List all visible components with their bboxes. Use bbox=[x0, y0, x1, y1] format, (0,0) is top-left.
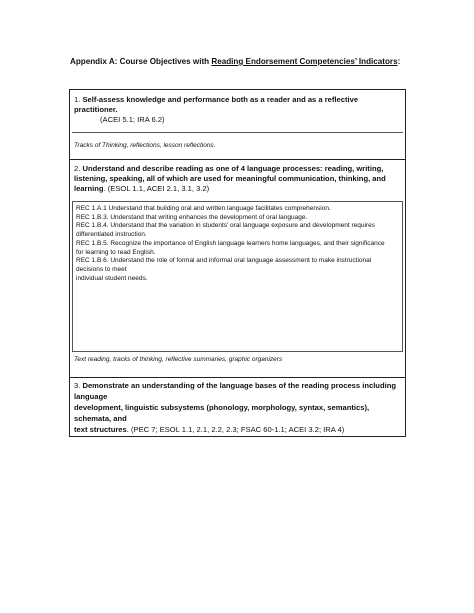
objective-1-statement: Self-assess knowledge and performance both as a reader and as a reflective practitioner. bbox=[74, 95, 359, 114]
objective-3-citation: . (PEC 7; ESOL 1.1, 2.1, 2.2, 2.3; FSAC 60-1.1; ACEI 3.2; IRA 4) bbox=[126, 425, 345, 434]
objective-2-statement: Understand and describe reading as one of 4 language processes: reading, writing, listening, speaking, all of which are used for meaningful communication, thinking, and learning bbox=[74, 164, 386, 193]
objective-3-line-3: text structures bbox=[74, 425, 127, 434]
divider bbox=[72, 132, 403, 133]
objective-3-number: 3. bbox=[74, 381, 81, 390]
competency-item: REC 1.A.1 Understand that building oral and written language facilitates comprehension. bbox=[76, 205, 331, 212]
objective-1-text bbox=[74, 95, 399, 125]
competencies-list bbox=[76, 205, 392, 283]
objective-3-line-1: Demonstrate an understanding of the language bases of the reading process including language bbox=[74, 381, 396, 401]
objective-2-activities: Text reading, tracks of thinking, reflective summaries, graphic organizers bbox=[74, 356, 283, 363]
objective-3-line-2: development, linguistic subsystems (phonology, morphology, syntax, semantics), schemata, and bbox=[74, 403, 370, 423]
objective-2-text bbox=[74, 164, 399, 194]
competency-item: REC 1.B.6. Understand the role of formal and informal oral language assessment to make instructional decisions to meet bbox=[76, 257, 372, 273]
heading-underlined: Reading Endorsement Competencies’ Indicators bbox=[211, 57, 398, 66]
heading-prefix: Appendix A: Course Objectives with bbox=[70, 57, 212, 66]
competencies-box bbox=[72, 201, 403, 352]
competency-item: REC 1.B.3. Understand that writing enhances the development of oral language. bbox=[76, 213, 308, 221]
heading-suffix: : bbox=[397, 57, 401, 66]
objective-2-citation: . (ESOL 1.1, ACEI 2.1, 3.1, 3.2) bbox=[103, 184, 210, 193]
page-heading bbox=[70, 56, 410, 68]
competency-item: REC 1.B.5. Recognize the importance of English language learners home languages, and their significance for learning to read English. bbox=[76, 239, 385, 256]
objective-1-activities: Tracks of Thinking, reflections, lesson reflections. bbox=[74, 142, 216, 149]
objective-2-number: 2. bbox=[74, 164, 81, 173]
objective-3-text bbox=[74, 380, 399, 435]
row-divider bbox=[70, 159, 405, 160]
competency-item: REC 1.B.4. Understand that the variation in students’ oral language exposure and development requires differentiated instruction. bbox=[76, 222, 375, 239]
competency-item: individual student needs. bbox=[76, 274, 148, 282]
objectives-table bbox=[69, 89, 406, 437]
objective-1-citation: (ACEI 5.1; IRA 6.2) bbox=[100, 115, 165, 124]
row-divider bbox=[70, 377, 405, 378]
objective-1-number: 1. bbox=[74, 95, 81, 104]
